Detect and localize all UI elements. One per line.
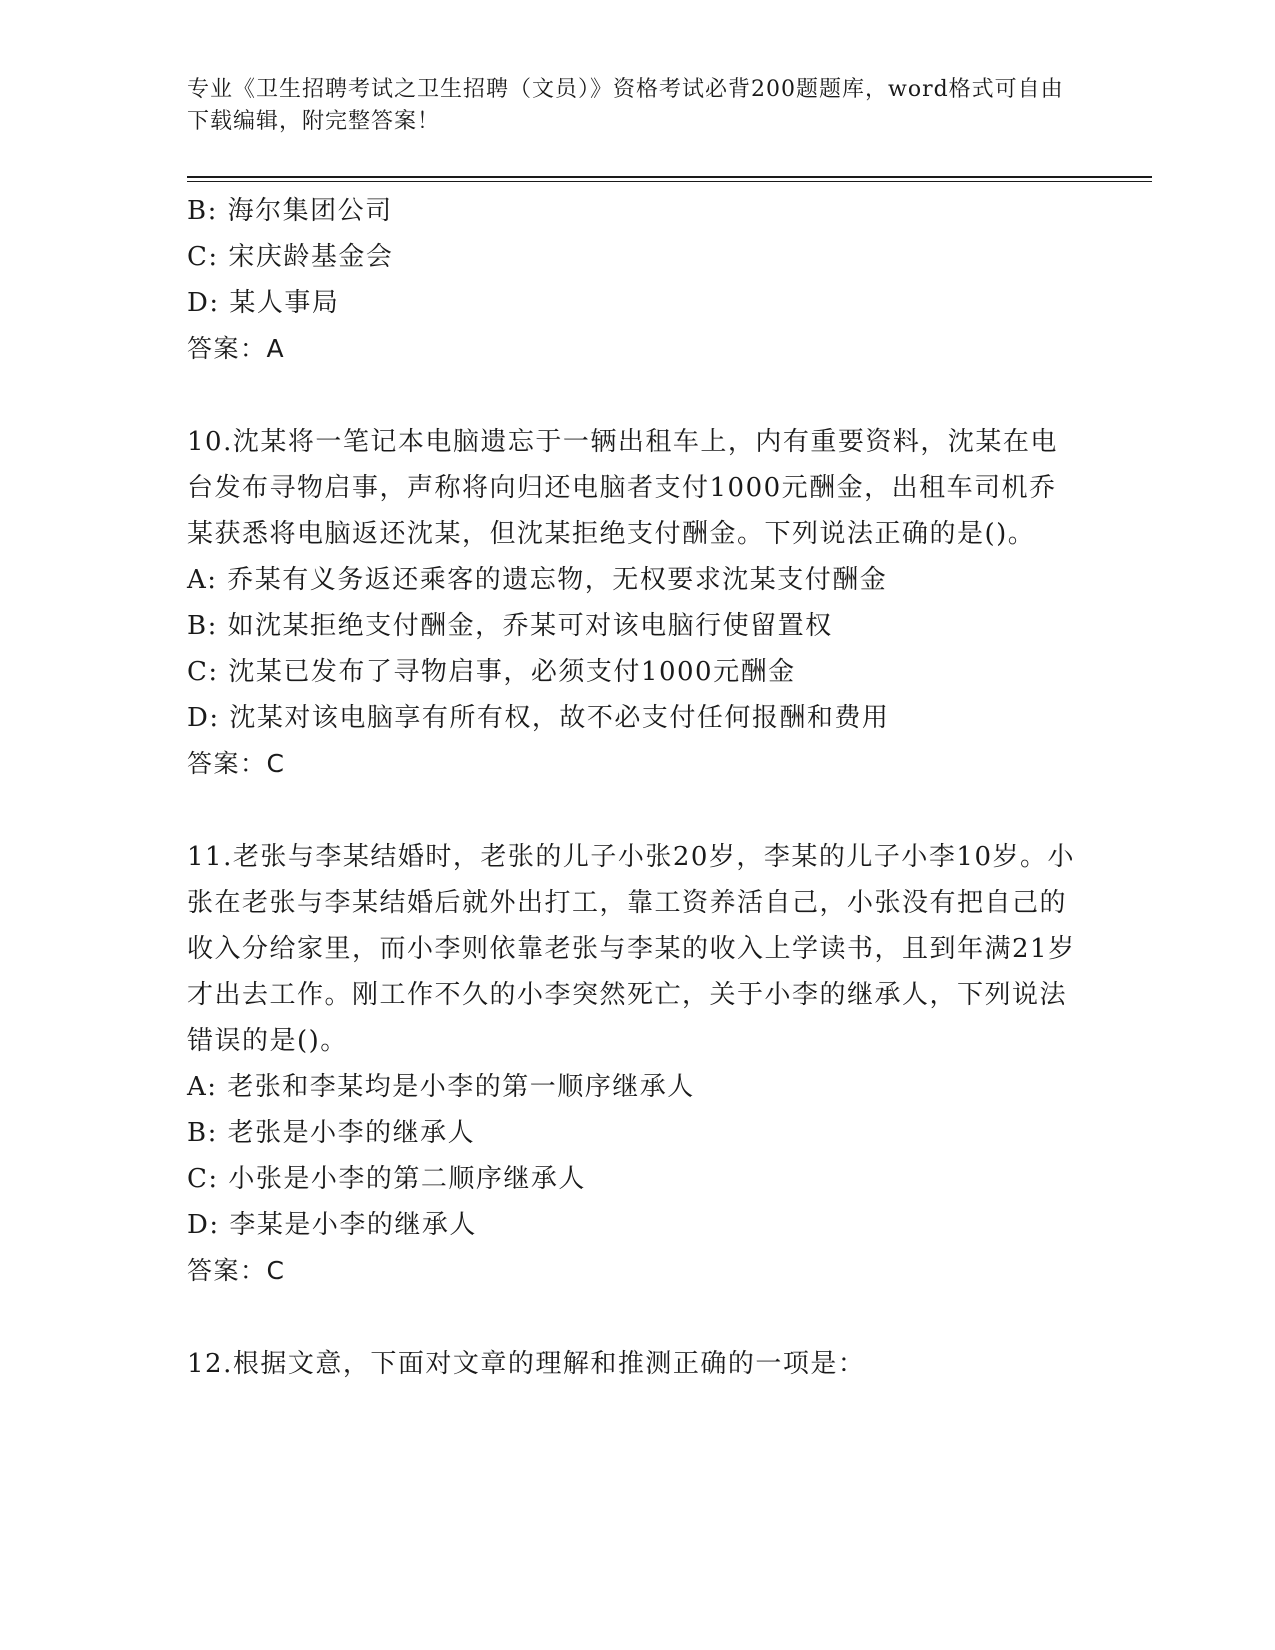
option-d: D: 沈某对该电脑享有所有权，故不必支付任何报酬和费用 [187,703,890,733]
option-a: A: 乔某有义务返还乘客的遗忘物，无权要求沈某支付酬金 [187,565,888,595]
spacer [187,372,1077,419]
option-b: B: 海尔集团公司 [187,196,393,226]
question-stem: 11.老张与李某结婚时，老张的儿子小张20岁，李某的儿子小李10岁。小张在老张与李某结婚后就外出打工，靠工资养活自己，小张没有把自己的收入分给家里，而小李则依靠老张与李某的收入上学读书，且到年满21岁才出去工作。刚工作不久的小李突然死亡，关于小李的继承人，下列说法错误的是()。 [187,842,1076,1056]
question-9-tail [187,188,1077,372]
option-a: A: 老张和李某均是小李的第一顺序继承人 [187,1072,695,1102]
question-list [187,188,1077,1387]
option-d: D: 某人事局 [187,288,340,318]
question-11 [187,834,1077,1294]
question-stem: 12.根据文意，下面对文章的理解和推测正确的一项是： [187,1349,866,1379]
spacer [187,1294,1077,1341]
option-b: B: 如沈某拒绝支付酬金，乔某可对该电脑行使留置权 [187,611,833,641]
header-divider [187,176,1152,178]
answer-line: 答案：C [187,749,286,778]
option-d: D: 李某是小李的继承人 [187,1210,477,1240]
answer-line: 答案：C [187,1256,286,1285]
option-c: C: 小张是小李的第二顺序继承人 [187,1164,586,1194]
header-divider-thin [187,181,1152,182]
question-10 [187,419,1077,787]
document-header: 专业《卫生招聘考试之卫生招聘（文员）》资格考试必背200题题库，word格式可自由下载编辑，附完整答案！ [187,77,1064,134]
question-12 [187,1341,1077,1387]
spacer [187,787,1077,834]
question-stem: 10.沈某将一笔记本电脑遗忘于一辆出租车上，内有重要资料，沈某在电台发布寻物启事，声称将向归还电脑者支付1000元酬金，出租车司机乔某获悉将电脑返还沈某，但沈某拒绝支付酬金。下列说法正确的是()。 [187,427,1058,549]
option-b: B: 老张是小李的继承人 [187,1118,476,1148]
option-c: C: 沈某已发布了寻物启事，必须支付1000元酬金 [187,657,796,687]
option-c: C: 宋庆龄基金会 [187,242,394,272]
answer-line: 答案：A [187,334,286,363]
